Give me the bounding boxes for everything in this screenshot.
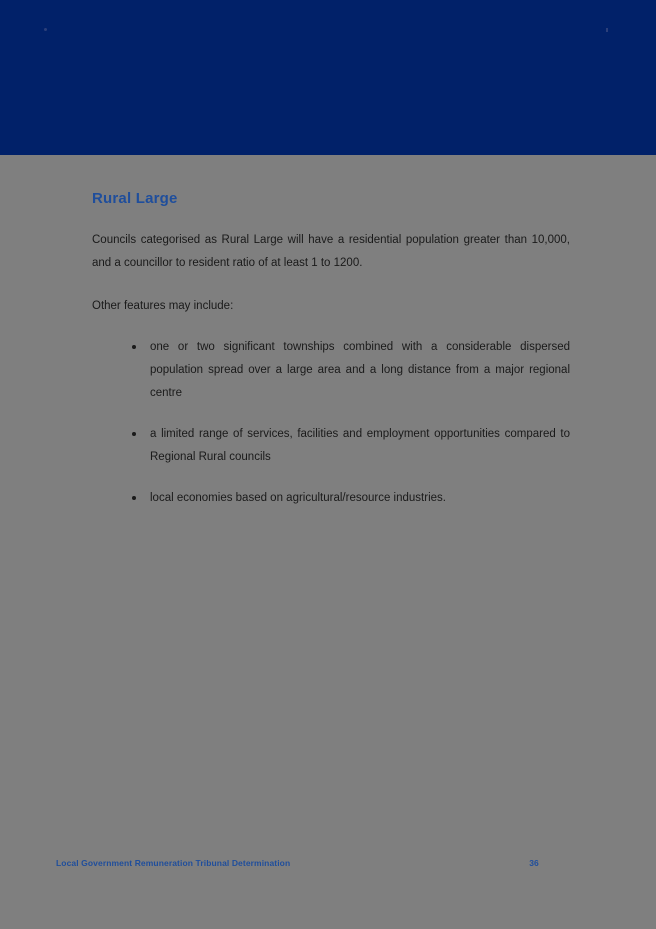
paragraph-features-lead: Other features may include: [92, 300, 234, 312]
page-title: Rural Large [92, 190, 178, 207]
list-item-text: one or two significant townships combined with a considerable dispersed population spread over a large area and a long distance from a major regional centre [150, 341, 570, 399]
bullet-icon [132, 345, 136, 349]
bullet-icon [132, 432, 136, 436]
paragraph-intro: Councils categorised as Rural Large will have a residential population greater than 10,000, and a councillor to resident ratio of at least 1 to 1200. [92, 234, 570, 269]
footer-title: Local Government Remuneration Tribunal Determination [56, 858, 291, 868]
list-item-text: a limited range of services, facilities and employment opportunities compared to Regional Rural councils [150, 428, 570, 463]
list-item [92, 487, 570, 510]
list-item [92, 336, 570, 405]
header-band [0, 0, 656, 155]
list-item [92, 423, 570, 469]
page-content [92, 190, 570, 528]
list-item-text: local economies based on agricultural/resource industries. [150, 492, 446, 504]
bullet-icon [132, 496, 136, 500]
footer-page-number: 36 [529, 858, 539, 868]
header-dot-icon [44, 28, 47, 31]
page-footer [56, 858, 600, 874]
header-tick-icon [606, 28, 608, 32]
feature-list [92, 336, 570, 510]
